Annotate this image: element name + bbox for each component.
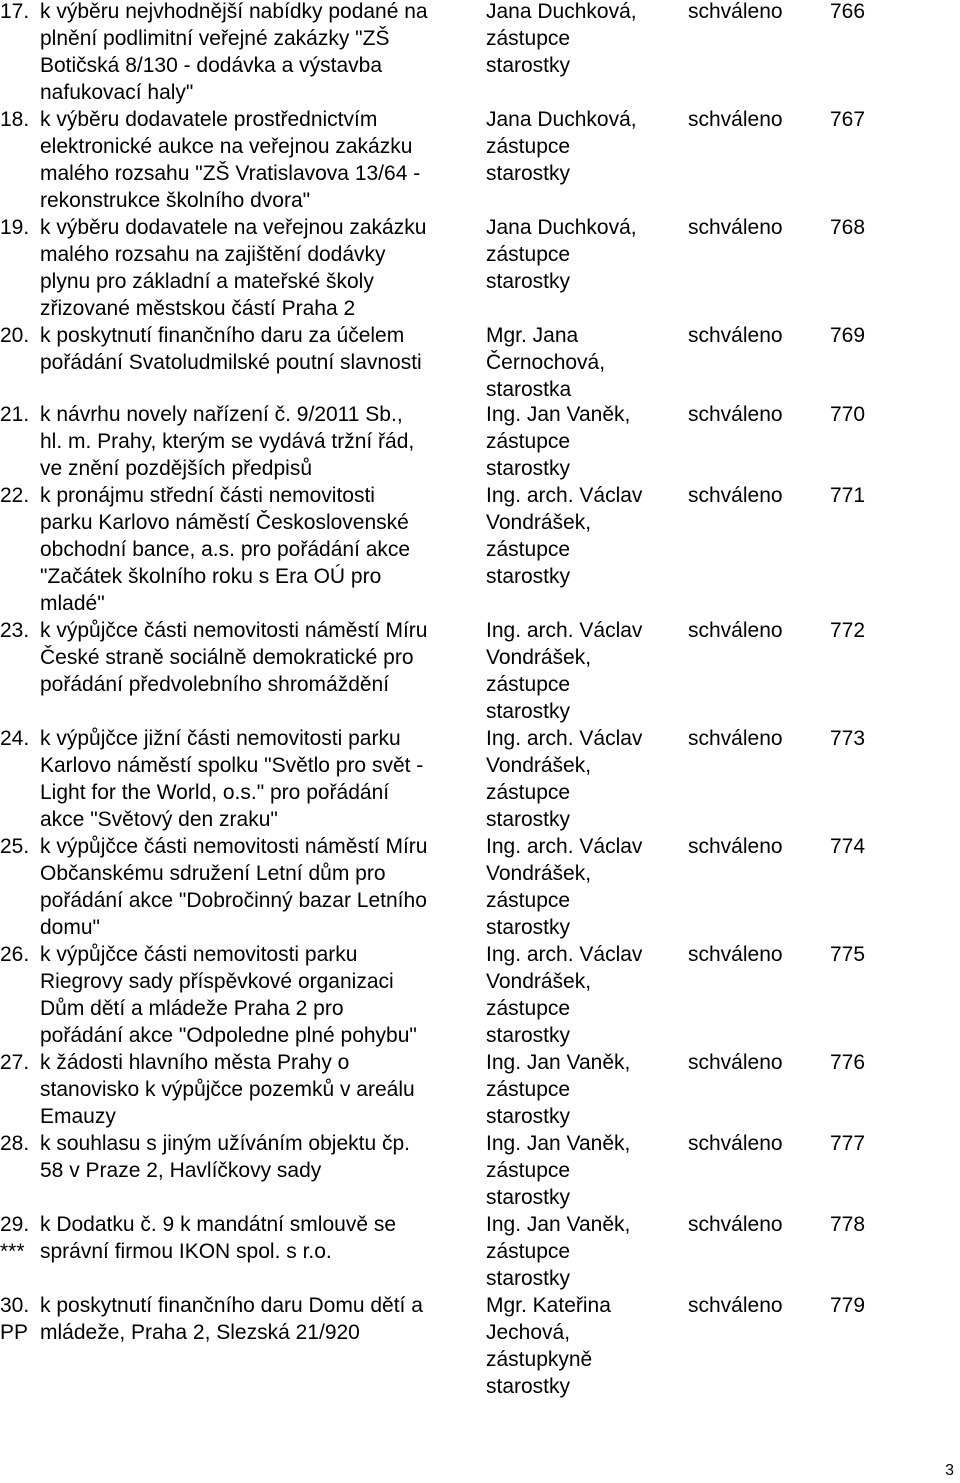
item-result: schváleno xyxy=(688,835,783,858)
item-result: schváleno xyxy=(688,1132,783,1155)
resolution-number: 776 xyxy=(830,1051,866,1074)
item-number: 24. xyxy=(0,727,30,750)
item-subject: k poskytnutí finančního daru Domu dětí a mládeže, Praha 2, Slezská 21/920 xyxy=(40,1294,423,1344)
resolution-number: 772 xyxy=(830,619,866,642)
item-number: 27. xyxy=(0,1051,30,1074)
resolution-number: 770 xyxy=(830,403,866,426)
item-subject: k výpůjčce části nemovitosti náměstí Míru České straně sociálně demokratické pro pořádání předvolebního shromáždění xyxy=(40,619,428,696)
item-presenter: Ing. arch. Václav Vondrášek, zástupce starostky xyxy=(486,484,643,588)
item-presenter: Mgr. Kateřina Jechová, zástupkyně starostky xyxy=(486,1294,611,1398)
resolution-number: 767 xyxy=(830,108,866,131)
item-subject: k výběru nejvhodnější nabídky podané na plnění podlimitní veřejné zakázky "ZŠ Botičská 8/130 - dodávka a výstavba nafukovací haly" xyxy=(40,0,428,104)
resolution-row xyxy=(0,1049,960,1130)
item-subject: k návrhu novely nařízení č. 9/2011 Sb., hl. m. Prahy, kterým se vydává tržní řád, ve znění pozdějších předpisů xyxy=(40,403,415,480)
item-subject: k souhlasu s jiným užíváním objektu čp. 58 v Praze 2, Havlíčkovy sady xyxy=(40,1132,411,1182)
resolution-row xyxy=(0,1130,960,1211)
item-subject: k výpůjčce části nemovitosti náměstí Míru Občanskému sdružení Letní dům pro pořádání akce "Dobročinný bazar Letního domu" xyxy=(40,835,428,939)
resolution-row xyxy=(0,214,960,322)
item-result: schváleno xyxy=(688,216,783,239)
resolution-number: 773 xyxy=(830,727,866,750)
item-result: schváleno xyxy=(688,1213,783,1236)
item-presenter: Ing. Jan Vaněk, zástupce starostky xyxy=(486,403,631,480)
item-presenter: Ing. Jan Vaněk, zástupce starostky xyxy=(486,1213,631,1290)
item-presenter: Ing. Jan Vaněk, zástupce starostky xyxy=(486,1132,631,1209)
resolution-row xyxy=(0,617,960,725)
item-number: 21. xyxy=(0,403,30,426)
item-result: schváleno xyxy=(688,324,783,347)
item-subject: k výpůjčce části nemovitosti parku Riegrovy sady příspěvkové organizaci Dům dětí a mládeže Praha 2 pro pořádání akce "Odpoledne plné pohybu" xyxy=(40,943,417,1047)
item-number: 26. xyxy=(0,943,30,966)
item-presenter: Ing. Jan Vaněk, zástupce starostky xyxy=(486,1051,631,1128)
item-presenter: Ing. arch. Václav Vondrášek, zástupce starostky xyxy=(486,727,643,831)
resolution-number: 769 xyxy=(830,324,866,347)
item-presenter: Jana Duchková, zástupce starostky xyxy=(486,0,637,77)
resolution-row xyxy=(0,106,960,214)
item-subject: k žádosti hlavního města Prahy o stanovisko k výpůjčce pozemků v areálu Emauzy xyxy=(40,1051,415,1128)
item-subject: k poskytnutí finančního daru za účelem pořádání Svatoludmilské poutní slavnosti xyxy=(40,324,422,374)
resolution-number: 766 xyxy=(830,0,866,23)
item-result: schváleno xyxy=(688,727,783,750)
resolution-number: 779 xyxy=(830,1294,866,1317)
item-presenter: Jana Duchková, zástupce starostky xyxy=(486,108,637,185)
item-subject: k výběru dodavatele prostřednictvím elektronické aukce na veřejnou zakázku malého rozsahu "ZŠ Vratislavova 13/64 - rekonstrukce školního dvora" xyxy=(40,108,421,212)
item-subject: k Dodatku č. 9 k mandátní smlouvě se správní firmou IKON spol. s r.o. xyxy=(40,1213,397,1263)
item-presenter: Jana Duchková, zástupce starostky xyxy=(486,216,637,293)
item-number: 29. *** xyxy=(0,1213,30,1263)
item-subject: k výběru dodavatele na veřejnou zakázku malého rozsahu na zajištění dodávky plynu pro základní a mateřské školy zřizované městskou částí Praha 2 xyxy=(40,216,427,320)
item-presenter: Mgr. Jana Černochová, starostka xyxy=(486,324,606,401)
resolution-row xyxy=(0,401,960,482)
item-result: schváleno xyxy=(688,403,783,426)
resolution-number: 771 xyxy=(830,484,866,507)
item-number: 17. xyxy=(0,0,30,23)
resolution-number: 777 xyxy=(830,1132,866,1155)
resolution-row xyxy=(0,482,960,617)
item-result: schváleno xyxy=(688,1051,783,1074)
item-result: schváleno xyxy=(688,0,783,23)
item-number: 22. xyxy=(0,484,30,507)
item-subject: k pronájmu střední části nemovitosti parku Karlovo náměstí Československé obchodní bance, a.s. pro pořádání akce "Začátek školního roku s Era OÚ pro mladé" xyxy=(40,484,411,615)
resolution-row xyxy=(0,941,960,1049)
item-subject: k výpůjčce jižní části nemovitosti parku Karlovo náměstí spolku "Světlo pro svět - Light for the World, o.s." pro pořádání akce "Světový den zraku" xyxy=(40,727,424,831)
item-presenter: Ing. arch. Václav Vondrášek, zástupce starostky xyxy=(486,619,643,723)
item-number: 30. PP xyxy=(0,1294,30,1344)
item-number: 23. xyxy=(0,619,30,642)
resolution-row xyxy=(0,322,960,403)
item-number: 18. xyxy=(0,108,30,131)
page-number: 3 xyxy=(945,1462,954,1479)
resolution-number: 768 xyxy=(830,216,866,239)
resolution-number: 778 xyxy=(830,1213,866,1236)
resolution-number: 774 xyxy=(830,835,866,858)
item-number: 25. xyxy=(0,835,30,858)
item-presenter: Ing. arch. Václav Vondrášek, zástupce starostky xyxy=(486,835,643,939)
item-number: 28. xyxy=(0,1132,30,1155)
item-number: 20. xyxy=(0,324,30,347)
item-result: schváleno xyxy=(688,484,783,507)
resolution-row xyxy=(0,1292,960,1400)
item-result: schváleno xyxy=(688,108,783,131)
item-result: schváleno xyxy=(688,619,783,642)
item-presenter: Ing. arch. Václav Vondrášek, zástupce starostky xyxy=(486,943,643,1047)
item-number: 19. xyxy=(0,216,30,239)
item-result: schváleno xyxy=(688,943,783,966)
item-result: schváleno xyxy=(688,1294,783,1317)
resolution-row xyxy=(0,1211,960,1292)
resolution-number: 775 xyxy=(830,943,866,966)
resolution-row xyxy=(0,833,960,941)
resolution-row xyxy=(0,725,960,833)
resolution-row xyxy=(0,0,960,106)
